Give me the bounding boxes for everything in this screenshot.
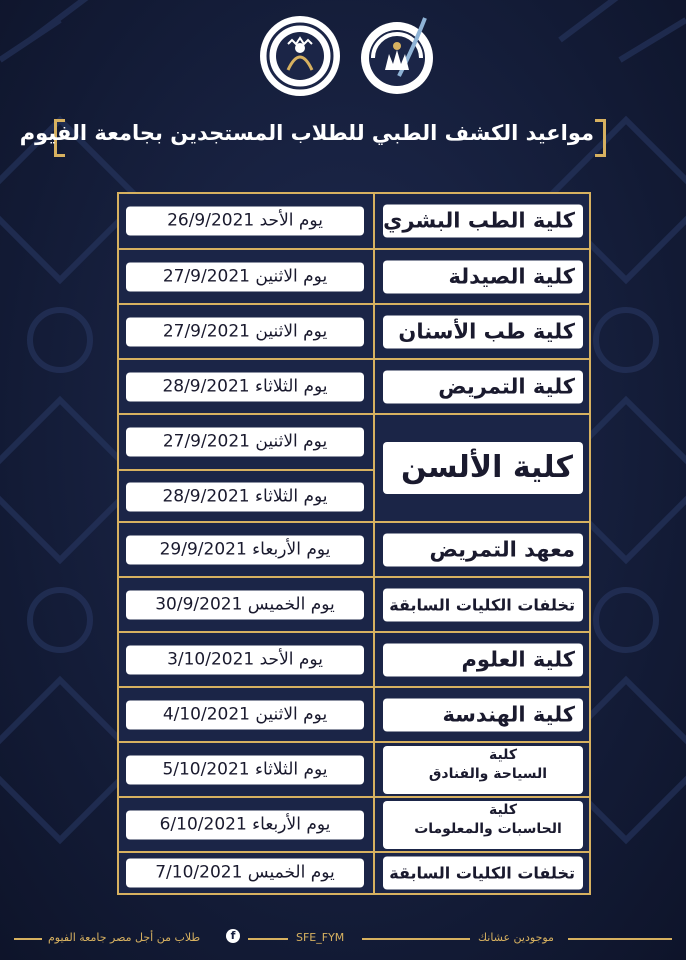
table-row bbox=[119, 851, 589, 893]
footer-rule bbox=[362, 938, 470, 940]
title-banner bbox=[19, 117, 646, 157]
footer bbox=[0, 928, 686, 950]
date-label: يوم الاثنين 4/10/2021 bbox=[126, 700, 364, 729]
table-row bbox=[119, 413, 589, 521]
faculty-label-line1: كلية bbox=[488, 801, 518, 818]
date-cell bbox=[119, 798, 373, 851]
date-label: يوم الأربعاء 29/9/2021 bbox=[126, 535, 364, 564]
facebook-icon: f bbox=[226, 929, 240, 943]
faculty-label-line1: كلية bbox=[488, 746, 518, 763]
footer-rule bbox=[568, 938, 672, 940]
faculty-label: كلية طب الأسنان bbox=[383, 315, 583, 348]
table-row bbox=[119, 194, 589, 248]
page-title: مواعيد الكشف الطبي للطلاب المستجدين بجامعة الفيوم bbox=[19, 121, 594, 145]
faculty-cell bbox=[373, 798, 589, 851]
fayoum-university-logo-icon bbox=[258, 14, 342, 98]
faculty-cell bbox=[373, 360, 589, 413]
date-label: يوم الأربعاء 6/10/2021 bbox=[126, 810, 364, 839]
table-row bbox=[119, 631, 589, 686]
date-cell bbox=[119, 194, 373, 248]
table-row bbox=[119, 358, 589, 413]
date-label: يوم الأحد 3/10/2021 bbox=[126, 645, 364, 674]
faculty-label: كلية الألسن bbox=[383, 442, 583, 494]
faculty-cell bbox=[373, 578, 589, 631]
date-cell bbox=[119, 360, 373, 413]
date-label: يوم الاثنين 27/9/2021 bbox=[126, 317, 364, 346]
footer-slogan: موجودين عشانك bbox=[478, 931, 554, 944]
faculty-cell bbox=[373, 523, 589, 576]
table-row bbox=[119, 248, 589, 303]
date-cell bbox=[119, 688, 373, 741]
date-cell bbox=[119, 250, 373, 303]
faculty-cell bbox=[373, 415, 589, 521]
footer-rule bbox=[248, 938, 288, 940]
table-row bbox=[119, 741, 589, 796]
date-label: يوم الثلاثاء 5/10/2021 bbox=[126, 755, 364, 784]
faculty-cell bbox=[373, 633, 589, 686]
table-row bbox=[119, 521, 589, 576]
date-label: يوم الخميس 30/9/2021 bbox=[126, 590, 364, 619]
date-cell bbox=[119, 578, 373, 631]
date-label: يوم الثلاثاء 28/9/2021 bbox=[126, 483, 364, 512]
students-for-egypt-logo-icon bbox=[355, 14, 439, 98]
date-cell bbox=[119, 469, 373, 523]
faculty-cell bbox=[373, 194, 589, 248]
date-cell bbox=[119, 305, 373, 358]
date-cell bbox=[119, 853, 373, 893]
date-cell bbox=[119, 415, 373, 469]
date-cell bbox=[119, 633, 373, 686]
faculty-label-line2: الحاسبات والمعلومات bbox=[414, 820, 562, 837]
faculty-label: كلية التمريض bbox=[383, 370, 583, 403]
schedule-table bbox=[117, 192, 591, 895]
table-row bbox=[119, 686, 589, 741]
header-logos bbox=[0, 14, 686, 114]
date-cell bbox=[119, 743, 373, 796]
date-label: يوم الخميس 7/10/2021 bbox=[126, 859, 364, 888]
date-label: يوم الاثنين 27/9/2021 bbox=[126, 428, 364, 457]
table-row bbox=[119, 576, 589, 631]
footer-rule bbox=[14, 938, 42, 940]
date-label: يوم الاثنين 27/9/2021 bbox=[126, 262, 364, 291]
date-label: يوم الثلاثاء 28/9/2021 bbox=[126, 372, 364, 401]
date-cell bbox=[119, 523, 373, 576]
footer-page-name: طلاب من أجل مصر جامعة الفيوم bbox=[48, 931, 201, 944]
footer-handle: SFE_FYM bbox=[296, 931, 345, 944]
faculty-cell bbox=[373, 305, 589, 358]
faculty-cell bbox=[373, 853, 589, 893]
faculty-label: كلية الطب البشري bbox=[383, 205, 583, 238]
table-row bbox=[119, 796, 589, 851]
date-label: يوم الأحد 26/9/2021 bbox=[126, 207, 364, 236]
faculty-label-line2: السياحة والفنادق bbox=[428, 765, 548, 782]
faculty-cell bbox=[373, 688, 589, 741]
faculty-label bbox=[383, 746, 583, 794]
table-row bbox=[119, 303, 589, 358]
faculty-label: كلية الهندسة bbox=[383, 698, 583, 731]
faculty-label: تخلفات الكليات السابقة bbox=[383, 588, 583, 621]
title-bracket-right bbox=[595, 119, 606, 157]
faculty-label: كلية الصيدلة bbox=[383, 260, 583, 293]
faculty-label: كلية العلوم bbox=[383, 643, 583, 676]
faculty-label bbox=[383, 801, 583, 849]
faculty-label: معهد التمريض bbox=[383, 533, 583, 566]
faculty-cell bbox=[373, 743, 589, 796]
faculty-cell bbox=[373, 250, 589, 303]
faculty-label: تخلفات الكليات السابقة bbox=[383, 857, 583, 890]
